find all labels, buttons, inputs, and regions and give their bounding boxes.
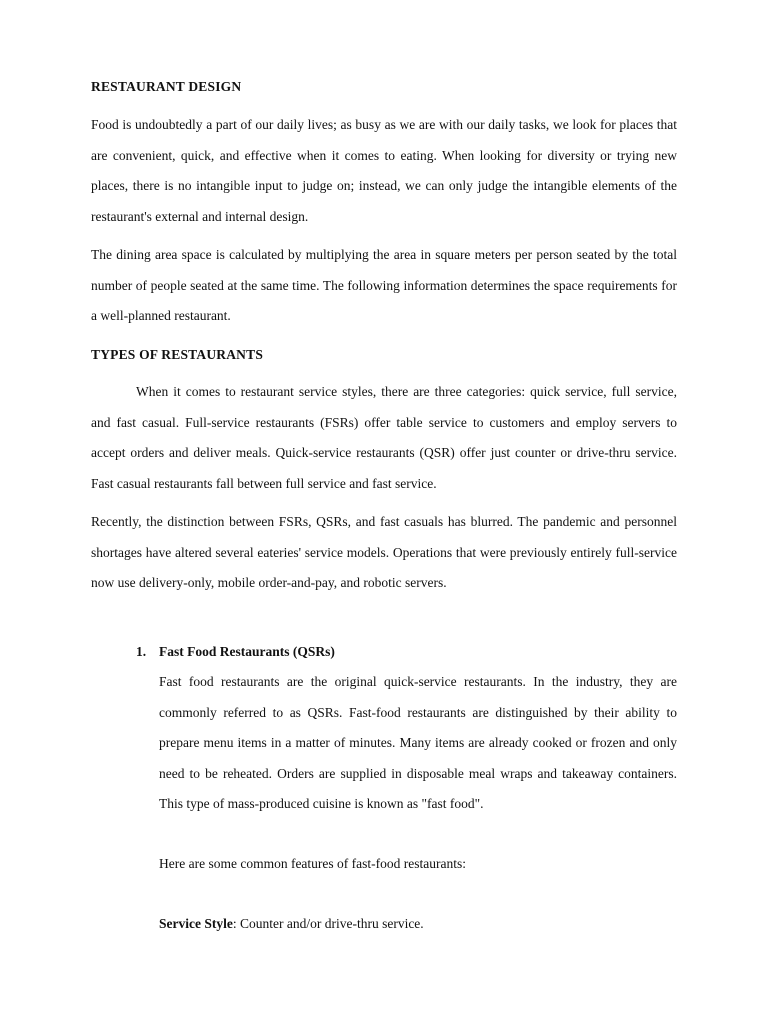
feature-label: Service Style [159,916,233,931]
features-intro: Here are some common features of fast-food restaurants: [159,856,466,871]
types-heading: TYPES OF RESTAURANTS [91,347,264,362]
document-title: RESTAURANT DESIGN [91,79,242,94]
feature-service-style [159,916,424,932]
intro-paragraph-2: The dining area space is calculated by multiplying the area in square meters per person seated by the total number of people seated at the same time. The following information determines the space requirements for a well-planned restaurant. [91,247,677,323]
list-item-number: 1. [136,644,147,659]
feature-value: : Counter and/or drive-thru service. [232,916,424,931]
types-paragraph-1: When it comes to restaurant service styles, there are three categories: quick service, full service, and fast casual. Full-service restaurants (FSRs) offer table service to customers and employ servers to accept orders and deliver meals. Quick-service restaurants (QSR) offer just counter or drive-thru service. Fast casual restaurants fall between full service and fast service. [91,384,677,491]
list-item-body: Fast food restaurants are the original quick-service restaurants. In the industry, they are commonly referred to as QSRs. Fast-food restaurants are distinguished by their ability to prepare menu items in a matter of minutes. Many items are already cooked or frozen and only need to be reheated. Orders are supplied in disposable meal wraps and takeaway containers. This type of mass-produced cuisine is known as "fast food". [159,674,677,811]
intro-paragraph-1: Food is undoubtedly a part of our daily lives; as busy as we are with our daily tasks, we look for places that are convenient, quick, and effective when it comes to eating. When looking for diversity or trying new places, there is no intangible input to judge on; instead, we can only judge the intangible elements of the restaurant's external and internal design. [91,117,677,224]
list-item-title: Fast Food Restaurants (QSRs) [159,644,335,659]
types-paragraph-2: Recently, the distinction between FSRs, QSRs, and fast casuals has blurred. The pandemic and personnel shortages have altered several eateries' service models. Operations that were previously entirely full-service now use delivery-only, mobile order-and-pay, and robotic servers. [91,514,677,590]
